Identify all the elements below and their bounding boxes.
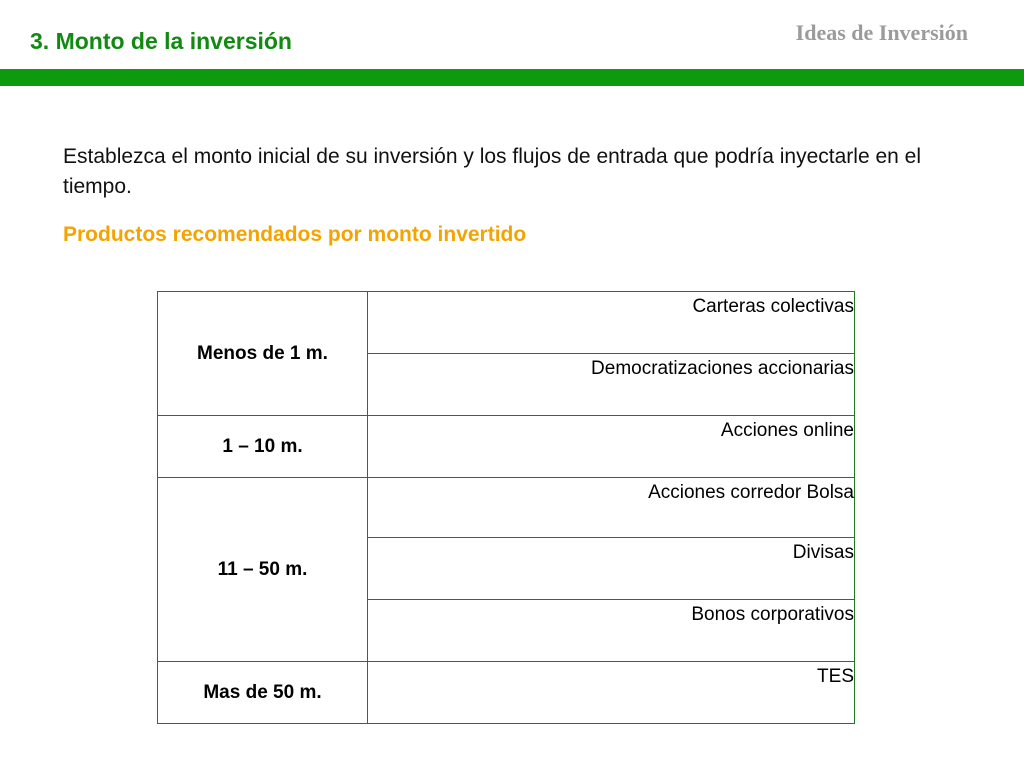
product-cell: Bonos corporativos bbox=[368, 600, 855, 662]
table-row bbox=[158, 478, 855, 538]
section-heading: Productos recomendados por monto invertido bbox=[63, 223, 527, 246]
table-row bbox=[158, 416, 855, 478]
header-brand: Ideas de Inversión bbox=[795, 20, 968, 45]
range-cell: Menos de 1 m. bbox=[158, 292, 368, 416]
intro-paragraph: Establezca el monto inicial de su inversión y los flujos de entrada que podría inyectarle en el tiempo. bbox=[63, 145, 921, 198]
range-cell: 11 – 50 m. bbox=[158, 478, 368, 662]
range-cell: Mas de 50 m. bbox=[158, 662, 368, 724]
product-cell: Acciones corredor Bolsa bbox=[368, 478, 855, 538]
product-cell: Carteras colectivas bbox=[368, 292, 855, 354]
slide-title: 3. Monto de la inversión bbox=[30, 28, 292, 54]
product-cell: Democratizaciones accionarias bbox=[368, 354, 855, 416]
product-cell: Divisas bbox=[368, 538, 855, 600]
products-by-amount-table bbox=[157, 291, 855, 724]
header-divider-bar bbox=[0, 69, 1024, 86]
range-cell: 1 – 10 m. bbox=[158, 416, 368, 478]
table-row bbox=[158, 292, 855, 354]
product-cell: TES bbox=[368, 662, 855, 724]
product-cell: Acciones online bbox=[368, 416, 855, 478]
table-row bbox=[158, 662, 855, 724]
